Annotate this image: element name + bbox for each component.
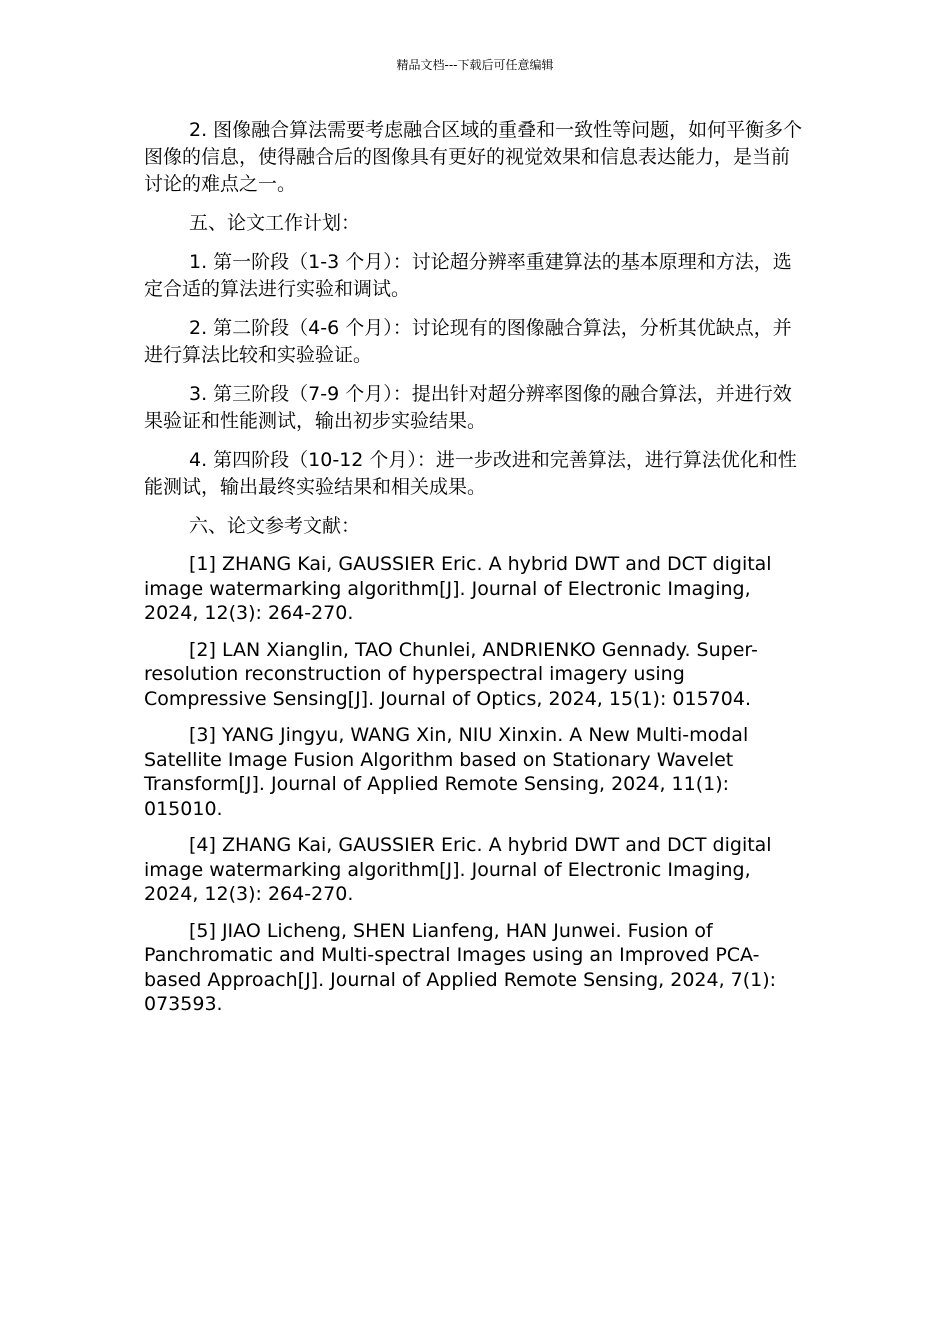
reference-item-1: [1] ZHANG Kai, GAUSSIER Eric. A hybrid DWT and DCT digital image watermarking algorithm[J]. Journal of Electronic Imaging, 2024, 12(3): 264-270.: [144, 553, 772, 624]
section-heading-work-plan: 五、论文工作计划：: [189, 212, 361, 234]
document-body: [144, 117, 806, 1029]
paragraph-fusion-difficulty: 2. 图像融合算法需要考虑融合区域的重叠和一致性等问题，如何平衡多个图像的信息，使得融合后的图像具有更好的视觉效果和信息表达能力，是当前讨论的难点之一。: [144, 119, 803, 195]
reference-item-5: [5] JIAO Licheng, SHEN Lianfeng, HAN Junwei. Fusion of Panchromatic and Multi-spectral Images using an Improved PCA-based Approach[J]. Journal of Applied Remote Sensing, 2024, 7(1): 073593.: [144, 919, 777, 1015]
reference-item-3: [3] YANG Jingyu, WANG Xin, NIU Xinxin. A New Multi-modal Satellite Image Fusion Algorithm based on Stationary Wavelet Transform[J]. Journal of Applied Remote Sensing, 2024, 11(1): 015010.: [144, 724, 749, 820]
plan-stage-1: 1. 第一阶段（1-3 个月）：讨论超分辨率重建算法的基本原理和方法，选定合适的算法进行实验和调试。: [144, 251, 792, 300]
section-heading-references: 六、论文参考文献：: [189, 515, 361, 537]
reference-item-2: [2] LAN Xianglin, TAO Chunlei, ANDRIENKO Gennady. Super-resolution reconstruction of hyperspectral imagery using Compressive Sensing[J]. Journal of Optics, 2024, 15(1): 015704.: [144, 638, 758, 710]
page-header: 精品文档---下载后可任意编辑: [396, 58, 554, 72]
plan-stage-3: 3. 第三阶段（7-9 个月）：提出针对超分辨率图像的融合算法，并进行效果验证和性能测试，输出初步实验结果。: [144, 383, 792, 432]
plan-stage-4: 4. 第四阶段（10-12 个月）：进一步改进和完善算法，进行算法优化和性能测试，输出最终实验结果和相关成果。: [144, 449, 797, 498]
plan-stage-2: 2. 第二阶段（4-6 个月）：讨论现有的图像融合算法，分析其优缺点，并进行算法比较和实验验证。: [144, 317, 792, 366]
reference-item-4: [4] ZHANG Kai, GAUSSIER Eric. A hybrid DWT and DCT digital image watermarking algorithm[J]. Journal of Electronic Imaging, 2024, 12(3): 264-270.: [144, 834, 772, 905]
